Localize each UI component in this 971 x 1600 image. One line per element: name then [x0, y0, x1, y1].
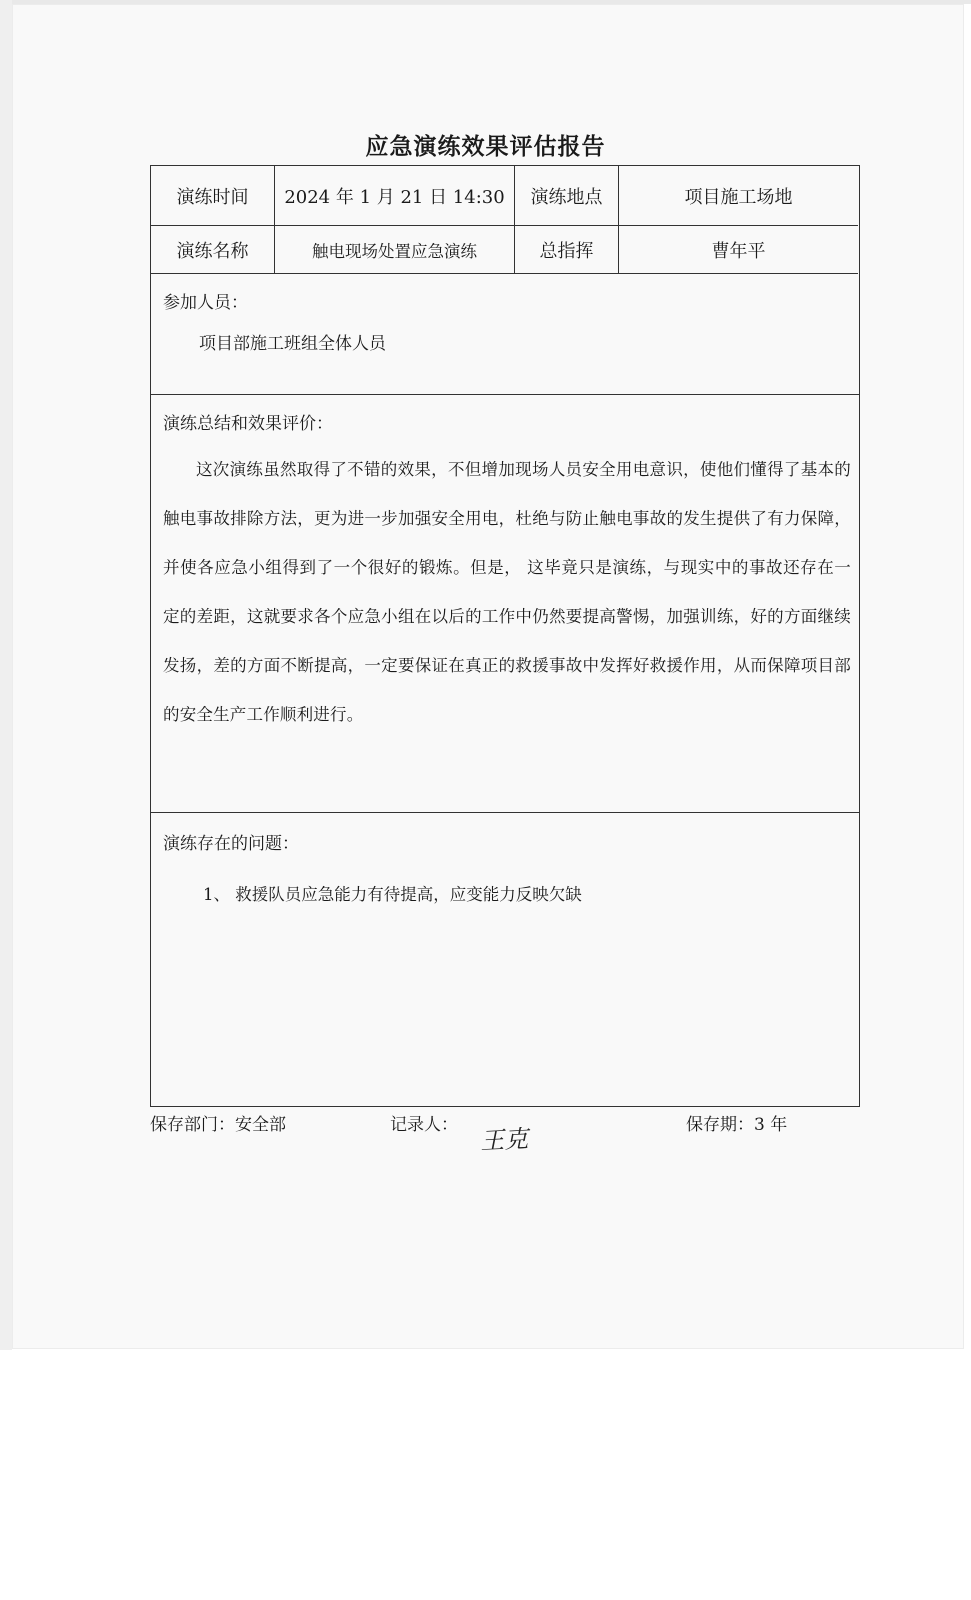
summary-section [150, 395, 860, 813]
issues-label: 演练存在的问题： [163, 834, 299, 854]
participants-label: 参加人员： [163, 293, 248, 313]
scan-edge [0, 0, 12, 1350]
document-title: 应急演练效果评估报告 [365, 133, 606, 160]
table-row [150, 165, 860, 226]
location-value: 项目施工场地 [619, 166, 858, 226]
issues-section [150, 813, 860, 1107]
time-value: 2024 年 1 月 21 日 14:30 [275, 166, 515, 226]
issue-item: 1、 救援队员应急能力有待提高，应变能力反映欠缺 [203, 885, 582, 904]
summary-label: 演练总结和效果评价： [163, 414, 333, 434]
location-label: 演练地点 [515, 166, 619, 226]
recorder-label: 记录人： [390, 1115, 458, 1135]
storage-department: 保存部门：安全部 [150, 1115, 286, 1135]
drill-name-label: 演练名称 [151, 226, 275, 274]
time-label: 演练时间 [151, 166, 275, 226]
report-table [150, 165, 860, 1107]
commander-value: 曹年平 [619, 226, 858, 274]
drill-name-value: 触电现场处置应急演练 [275, 226, 515, 274]
summary-text: 这次演练虽然取得了不错的效果，不但增加现场人员安全用电意识，使他们懂得了基本的触电事故排除方法，更为进一步加强安全用电，杜绝与防止触电事故的发生提供了有力保障，并使各应急小组得到了一个很好的锻炼。但是， 这毕竟只是演练，与现实中的事故还存在一定的差距，这就要求各个应急小组在以后的工作中仍然要提高警惕，加强训练，好的方面继续发扬，差的方面不断提高，一定要保证在真正的救援事故中发挥好救援作用，从而保障项目部的安全生产工作顺利进行。 [163, 460, 851, 724]
participants-section [150, 274, 860, 395]
participants-value: 项目部施工班组全体人员 [199, 334, 386, 354]
commander-label: 总指挥 [515, 226, 619, 274]
recorder-signature: 王克 [479, 1124, 529, 1156]
table-row [150, 226, 860, 274]
retention-period: 保存期：3 年 [686, 1115, 788, 1135]
